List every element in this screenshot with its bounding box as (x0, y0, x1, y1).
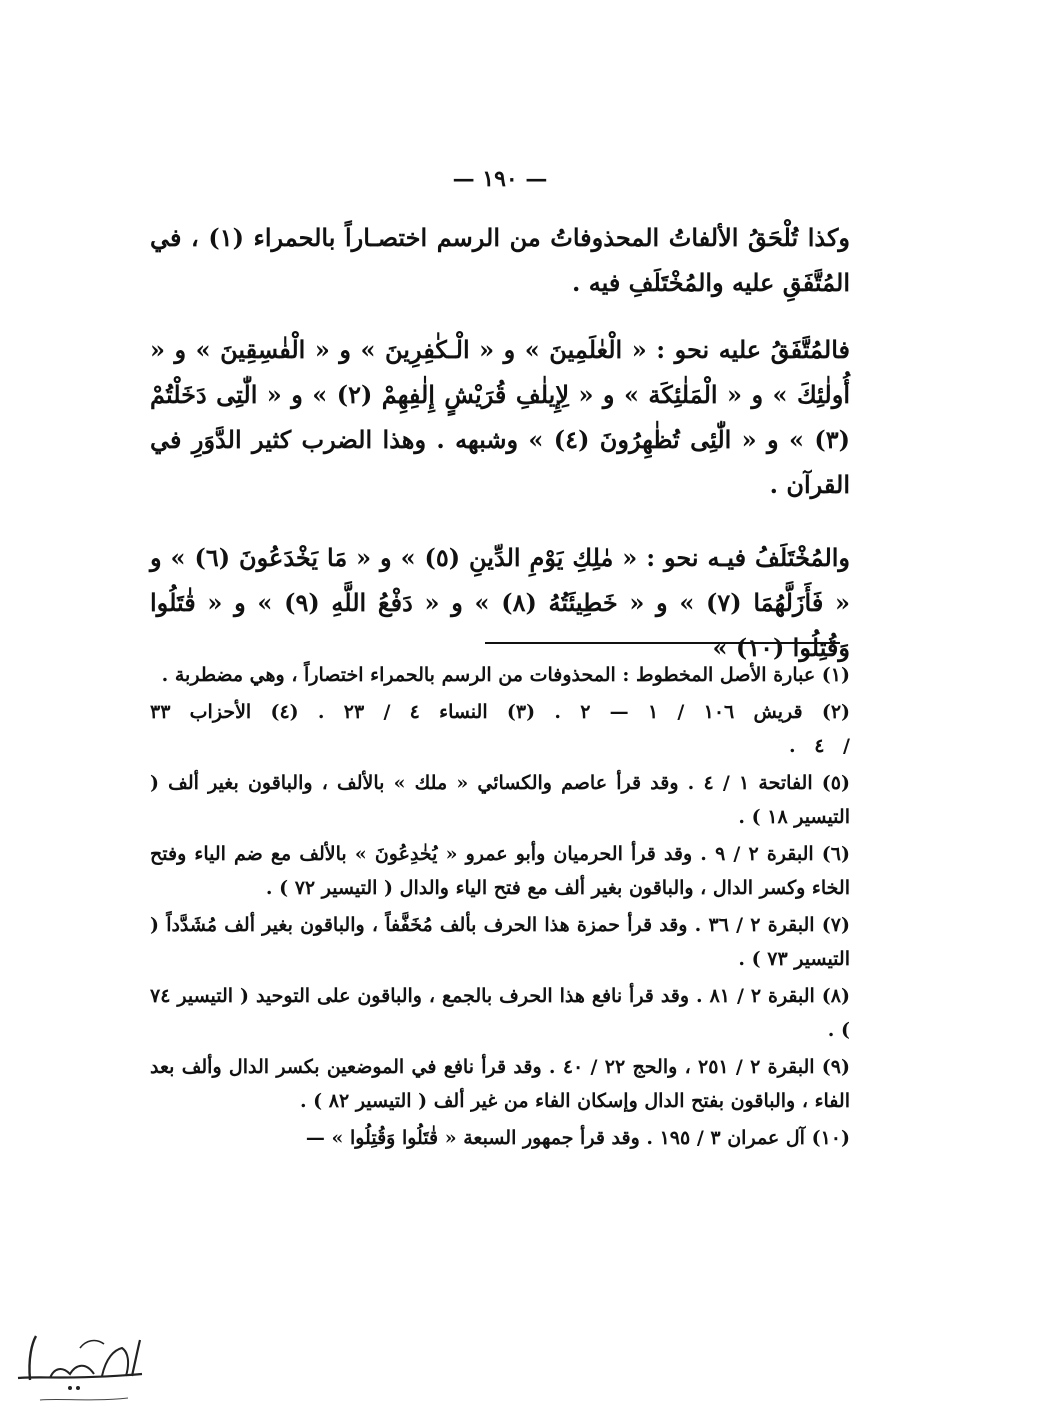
body-paragraph-3: والمُخْتَلَفُ فيـه نحو : « مٰلِكِ يَوْمِ الدِّينِ (٥) » و « مَا يَخْدَعُونَ (٦) » و « فَأَزَلَّهُمَا (٧) » و « خَطِيئَتُهُ (٨) » و « دَفْعُ اللَّهِ (٩) » و « قٰتَلُوا وَقُتِلُوا (١٠) » (150, 543, 851, 662)
footnote-7: (٧) البقرة ٢ / ٣٦ . وقد قرأ حمزة هذا الحرف بألف مُخَفَّفاً ، والباقون بغير ألف مُشَدَّداً ( التيسير ٧٣ ) . (150, 913, 850, 970)
uploader-stamp-logo (10, 1318, 150, 1414)
footnote-2-3-4: (٢) قريش ١٠٦ / ١ — ٢ . (٣) النساء ٤ / ٢٣ . (٤) الأحزاب ٣٣ / ٤ . (150, 700, 851, 757)
footnote-separator (485, 642, 840, 644)
footnote-5: (٥) الفاتحة ١ / ٤ . وقد قرأ عاصم والكسائي « ملك » بالألف ، والباقون بغير ألف ( التيسير ١٨ ) . (150, 771, 851, 828)
footnotes (150, 658, 850, 1157)
body-paragraph-1: وكذا تُلْحَقُ الألفاتُ المحذوفاتُ من الرسم اختصـاراً بالحمراء (١) ، في المُتَّفَقِ عليه والمُخْتَلَفِ فيه . (150, 223, 850, 297)
body-paragraph-2: فالمُتَّفَقُ عليه نحو : « الْعٰلَمِينَ » و « الْـكٰفِرِينَ » و « الْفٰسِقِينَ » و « أُولٰئِكَ » و « الْمَلٰئِكَة » و « لِإِيلٰفِ قُرَيْشٍ إِلٰفِهِمْ (٢) » و « الّٰتِى دَخَلْتُمْ (٣) » و « الّٰئِى تُظٰهِرُونَ (٤) » وشبهه . وهذا الضرب كثير الدَّوَرِ في القرآن . (150, 335, 851, 499)
footnote-8: (٨) البقرة ٢ / ٨١ . وقد قرأ نافع هذا الحرف بالجمع ، والباقون على التوحيد ( التيسير ٧٤ ) . (150, 984, 850, 1041)
footnote-9: (٩) البقرة ٢ / ٢٥١ ، والحج ٢٢ / ٤٠ . وقد قرأ نافع في الموضعين بكسر الدال وألف بعد الفاء ، والباقون بفتح الدال وإسكان الفاء من غير ألف ( التيسير ٨٢ ) . (150, 1055, 851, 1112)
page-number: — ١٩٠ — (452, 166, 548, 192)
footnote-6: (٦) البقرة ٢ / ٩ . وقد قرأ الحرميان وأبو عمرو « يُخٰدِعُونَ » بالألف مع ضم الياء وفتح الخاء وكسر الدال ، والباقون بغير ألف مع فتح الياء والدال ( التيسير ٧٢ ) . (150, 842, 851, 899)
footnote-10: (١٠) آل عمران ٣ / ١٩٥ . وقد قرأ جمهور السبعة « قٰتَلُوا وَقُتِلُوا » — (305, 1126, 850, 1149)
footnote-1: (١) عبارة الأصل المخطوط : المحذوفات من الرسم بالحمراء اختصاراً ، وهي مضطربة . (161, 664, 850, 686)
